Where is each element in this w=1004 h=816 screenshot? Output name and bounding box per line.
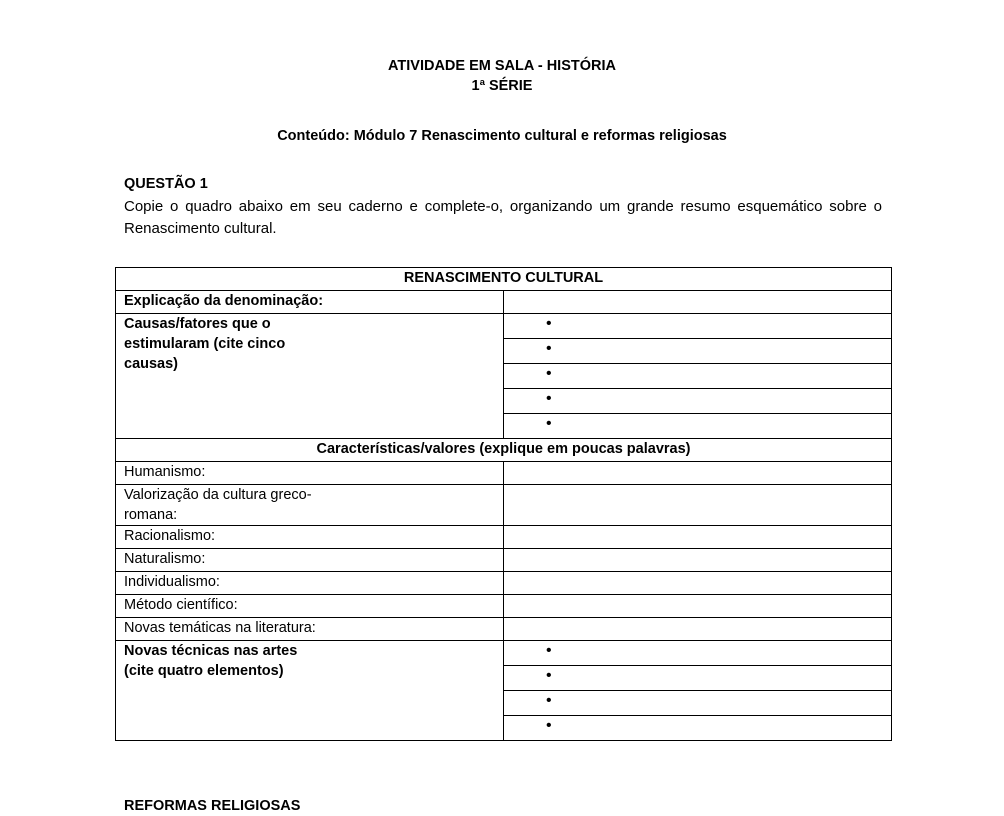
cause-bullet-cell — [504, 364, 892, 389]
cause-bullet-cell — [504, 389, 892, 414]
arts-label-line: (cite quatro elementos) — [124, 663, 284, 679]
activity-title: ATIVIDADE EM SALA - HISTÓRIA — [388, 58, 616, 74]
answer-cell — [504, 526, 892, 549]
characteristic-label: Humanismo: — [116, 462, 504, 485]
table-row — [116, 439, 892, 462]
bullet-icon: • — [546, 642, 552, 659]
table-row — [116, 526, 892, 549]
characteristic-label: Racionalismo: — [116, 526, 504, 549]
arts-bullet-cell — [504, 641, 892, 666]
arts-bullet-cell — [504, 666, 892, 691]
bullet-icon: • — [546, 390, 552, 407]
next-section-heading: REFORMAS RELIGIOSAS — [124, 798, 301, 814]
table-row — [116, 291, 892, 314]
cause-bullet-cell — [504, 339, 892, 364]
renaissance-table — [115, 267, 892, 741]
answer-cell — [504, 618, 892, 641]
table-row — [116, 572, 892, 595]
question-1-title: QUESTÃO 1 — [124, 176, 208, 192]
answer-cell — [504, 485, 892, 526]
bullet-icon: • — [546, 717, 552, 734]
characteristic-label — [116, 485, 504, 526]
arts-label-line: Novas técnicas nas artes — [124, 643, 298, 659]
causes-label-line: estimularam (cite cinco — [124, 336, 286, 352]
content-heading: Conteúdo: Módulo 7 Renascimento cultural e reformas religiosas — [277, 128, 727, 144]
characteristic-label-line: Valorização da cultura greco- — [124, 487, 312, 503]
answer-cell — [504, 595, 892, 618]
table-row — [116, 549, 892, 572]
bullet-icon: • — [546, 692, 552, 709]
table-row — [116, 618, 892, 641]
answer-cell — [504, 572, 892, 595]
table-title: RENASCIMENTO CULTURAL — [116, 268, 892, 291]
answer-cell — [504, 549, 892, 572]
characteristic-label: Individualismo: — [116, 572, 504, 595]
arts-label — [116, 641, 504, 741]
denomination-label: Explicação da denominação: — [116, 291, 504, 314]
bullet-icon: • — [546, 315, 552, 332]
characteristic-label: Naturalismo: — [116, 549, 504, 572]
table-row — [116, 595, 892, 618]
cause-bullet-cell — [504, 314, 892, 339]
characteristic-label-line: romana: — [124, 507, 178, 523]
bullet-icon: • — [546, 365, 552, 382]
characteristics-header: Características/valores (explique em poucas palavras) — [116, 439, 892, 462]
question-1-text: Copie o quadro abaixo em seu caderno e complete-o, organizando um grande resumo esquemático sobre o Renascimento cultural. — [124, 198, 882, 237]
causes-label — [116, 314, 504, 439]
answer-cell — [504, 462, 892, 485]
cause-bullet-cell — [504, 414, 892, 439]
grade-label: 1ª SÉRIE — [471, 78, 533, 94]
table-row — [116, 314, 892, 339]
causes-label-line: Causas/fatores que o — [124, 316, 271, 332]
bullet-icon: • — [546, 415, 552, 432]
characteristic-label: Método científico: — [116, 595, 504, 618]
table-row — [116, 462, 892, 485]
bullet-icon: • — [546, 340, 552, 357]
causes-label-line: causas) — [124, 356, 179, 372]
arts-bullet-cell — [504, 691, 892, 716]
table-row — [116, 485, 892, 526]
characteristic-label: Novas temáticas na literatura: — [116, 618, 504, 641]
table-row — [116, 641, 892, 666]
bullet-icon: • — [546, 667, 552, 684]
table-row — [116, 268, 892, 291]
arts-bullet-cell — [504, 716, 892, 741]
answer-cell — [504, 291, 892, 314]
